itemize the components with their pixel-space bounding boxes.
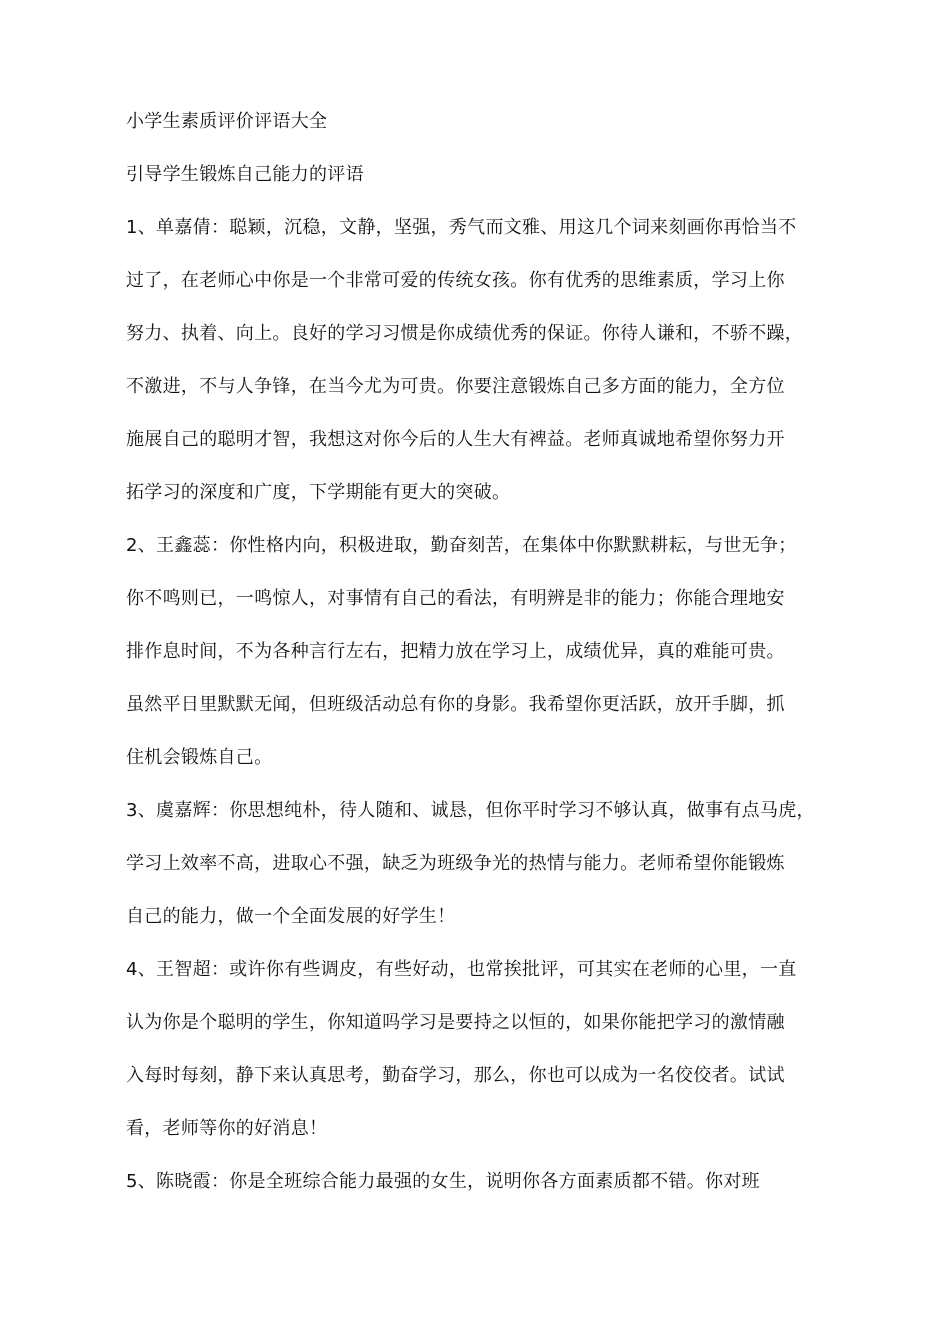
paragraph-line: 自己的能力，做一个全面发展的好学生！ — [126, 906, 456, 927]
paragraph-line: 拓学习的深度和广度，下学期能有更大的突破。 — [126, 482, 511, 503]
paragraph-line: 住机会锻炼自己。 — [126, 747, 273, 768]
paragraph-line: 5、陈晓霞：你是全班综合能力最强的女生，说明你各方面素质都不错。你对班 — [126, 1171, 760, 1192]
paragraph-line: 认为你是个聪明的学生，你知道吗学习是要持之以恒的，如果你能把学习的激情融 — [126, 1012, 785, 1033]
paragraph-line: 不激进，不与人争锋，在当今尤为可贵。你要注意锻炼自己多方面的能力，全方位 — [126, 376, 785, 397]
paragraph-line: 1、单嘉倩：聪颖，沉稳，文静，坚强，秀气而文雅、用这几个词来刻画你再恰当不 — [126, 217, 797, 238]
paragraph-line: 3、虞嘉辉：你思想纯朴，待人随和、诚恳，但你平时学习不够认真，做事有点马虎， — [126, 800, 815, 821]
paragraph-line: 施展自己的聪明才智，我想这对你今后的人生大有裨益。老师真诚地希望你努力开 — [126, 429, 785, 450]
paragraph-line: 排作息时间，不为各种言行左右，把精力放在学习上，成绩优异，真的难能可贵。 — [126, 641, 785, 662]
paragraph-line: 看，老师等你的好消息！ — [126, 1118, 328, 1139]
paragraph-line: 学习上效率不高，进取心不强，缺乏为班级争光的热情与能力。老师希望你能锻炼 — [126, 853, 785, 874]
paragraph-line: 4、王智超：或许你有些调皮，有些好动，也常挨批评，可其实在老师的心里，一直 — [126, 959, 797, 980]
paragraph-line: 过了，在老师心中你是一个非常可爱的传统女孩。你有优秀的思维素质，学习上你 — [126, 270, 785, 291]
paragraph-line: 2、王鑫蕊：你性格内向，积极进取，勤奋刻苦，在集体中你默默耕耘，与世无争； — [126, 535, 797, 556]
document-title: 小学生素质评价评语大全 — [126, 111, 328, 132]
document-subtitle: 引导学生锻炼自己能力的评语 — [126, 164, 364, 185]
paragraph-line: 入每时每刻，静下来认真思考，勤奋学习，那么，你也可以成为一名佼佼者。试试 — [126, 1065, 785, 1086]
paragraph-line: 虽然平日里默默无闻，但班级活动总有你的身影。我希望你更活跃，放开手脚，抓 — [126, 694, 785, 715]
paragraph-line: 努力、执着、向上。良好的学习习惯是你成绩优秀的保证。你待人谦和，不骄不躁， — [126, 323, 804, 344]
paragraph-line: 你不鸣则已，一鸣惊人，对事情有自己的看法，有明辨是非的能力；你能合理地安 — [126, 588, 785, 609]
